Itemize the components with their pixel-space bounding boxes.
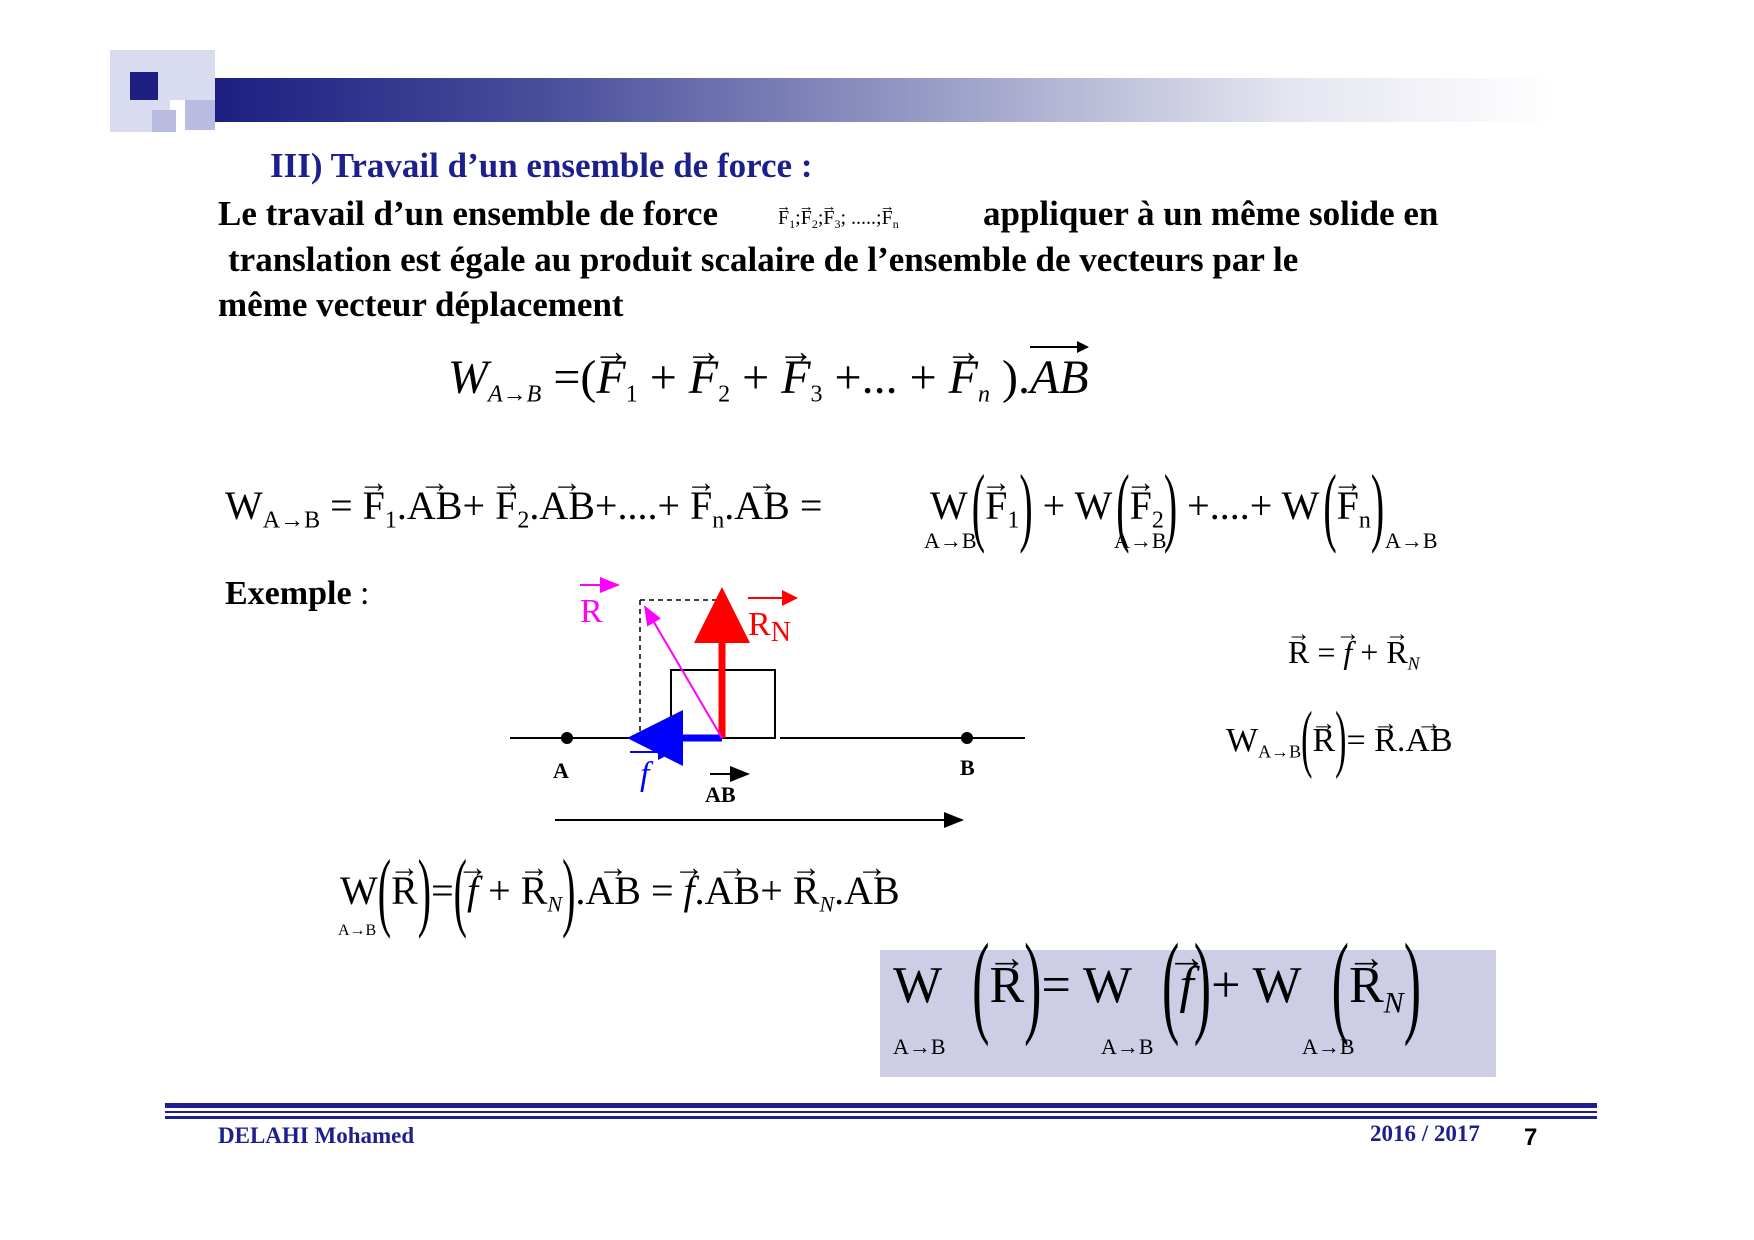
sub-ab-box-3: A→B	[1302, 1034, 1355, 1059]
paragraph-line1-end: appliquer à un même solide en	[983, 194, 1439, 233]
sub-ab-bottom: A→B	[338, 922, 377, 939]
formula-work-decomposition: W (→ R)= W (→ f)+ W (→ $R_N$)	[893, 956, 1421, 1021]
sub-ab-box-2: A→B	[1101, 1034, 1154, 1059]
footer-year: 2016 / 2017	[1370, 1121, 1480, 1146]
point-b-dot	[961, 732, 973, 744]
rn-label: RN	[748, 606, 791, 648]
ab-label: AB	[705, 782, 736, 807]
paragraph-line1-start: Le travail d’un ensemble de force	[218, 194, 718, 233]
header-gradient-bar	[215, 78, 1555, 122]
sub-ab-1: A→B	[924, 528, 977, 553]
example-label: Exemple :	[225, 575, 370, 612]
footer-rule-bottom	[165, 1116, 1597, 1119]
sub-ab-box-1: A→B	[893, 1034, 946, 1059]
a-label: A	[553, 758, 569, 783]
force-diagram	[500, 570, 1060, 840]
formula-work-sum-terms: W (→ $F_1) + W$ (→ $F_2$) +....+ W (→ $F_n$)	[930, 482, 1384, 534]
formula-work-r: $W_{A\to B}(\to R)= \to R.\to$ AB	[1226, 722, 1453, 762]
sub-ab-3: A→B	[1385, 528, 1438, 553]
page-number: 7	[1524, 1124, 1538, 1151]
formula-work-r-expanded: W(→ R)=(→ f + → $R_N).\to$ AB = → $f.\to AB+ \to R_N.\to$ AB	[340, 867, 900, 918]
footer-rule	[165, 1103, 1597, 1108]
footer-author: DELAHI Mohamed	[218, 1123, 415, 1148]
formula-work-expanded: $W_{A\to B}$ = → $F_1.\to AB+ \to F_2.\to AB+....+ \to F_n.\to$ AB =	[225, 482, 822, 534]
paragraph-line3: même vecteur déplacement	[218, 285, 624, 324]
sub-ab-2: A→B	[1114, 528, 1167, 553]
r-label: R	[580, 593, 603, 630]
formula-work-sum-full: $W_{A\to B}$ =(→ $F_1$ + → $F_2$ + → $F_3$ +... + → $F_n$ ).AB	[448, 350, 1089, 408]
footer-rule-thin	[165, 1111, 1597, 1113]
r-vector-arrow	[645, 607, 722, 738]
f-label: f	[640, 756, 650, 793]
force-list-inline: → $F_1;\to$ $F_2;\to F_3$; .....;→ $F_n$	[778, 207, 899, 232]
b-label: B	[960, 755, 975, 780]
section-heading: III) Travail d’un ensemble de force :	[270, 146, 813, 185]
formula-r-sum: → R = → f + → $R_N$	[1288, 634, 1420, 674]
point-a-dot	[561, 732, 573, 744]
paragraph-line2: translation est égale au produit scalaire de l’ensemble de vecteurs par le	[228, 240, 1299, 279]
